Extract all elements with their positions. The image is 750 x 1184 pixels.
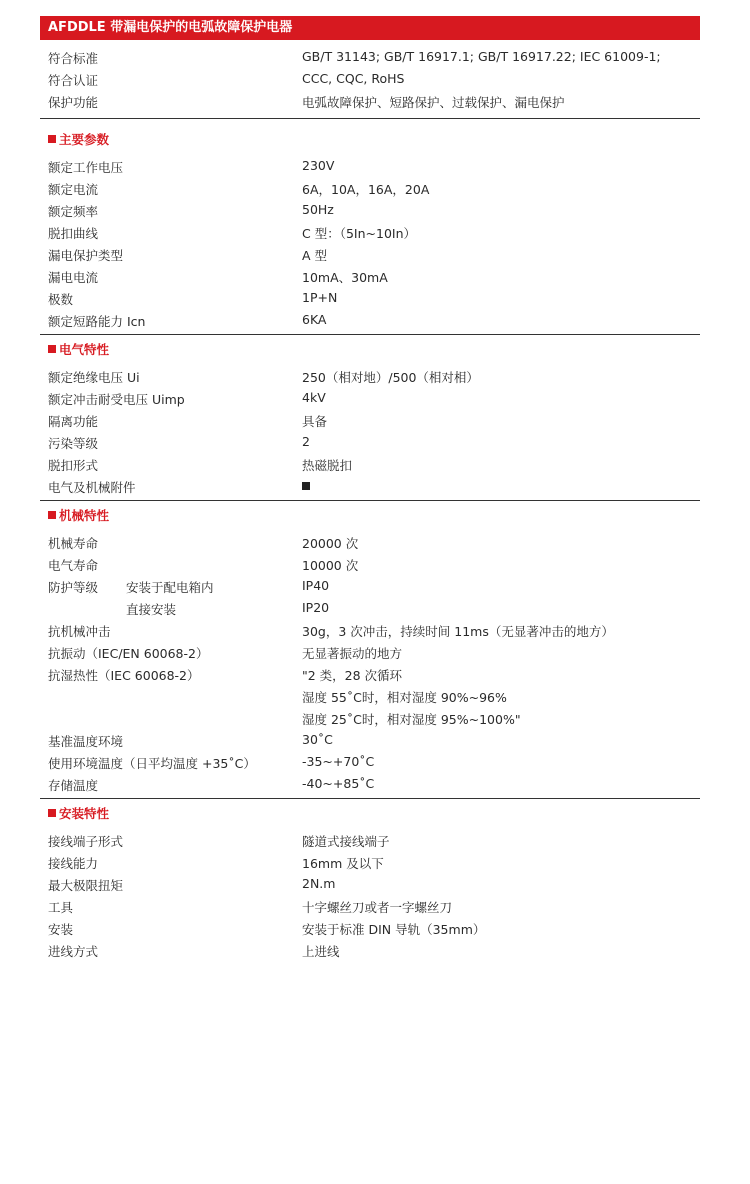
spec-value: 4kV <box>302 390 326 405</box>
section-heading <box>40 505 700 527</box>
spec-label: 隔离功能 <box>48 414 99 429</box>
spec-value: 无显著振动的地方 <box>302 646 403 661</box>
spec-row <box>40 751 700 773</box>
spec-sublabel: 直接安装 <box>126 602 177 617</box>
spec-row <box>40 177 700 199</box>
spec-label: 符合标准 <box>48 51 99 66</box>
spec-label: 抗振动（IEC/EN 60068-2） <box>48 646 209 661</box>
spec-row <box>40 46 700 68</box>
spec-row <box>40 365 700 387</box>
spec-sublabel: 安装于配电箱内 <box>126 580 214 595</box>
spec-value <box>302 478 310 493</box>
spec-label: 基准温度环境 <box>48 734 124 749</box>
spec-row <box>40 939 700 961</box>
spec-label: 进线方式 <box>48 944 99 959</box>
red-square-icon <box>48 345 56 353</box>
spec-value: GB/T 31143; GB/T 16917.1; GB/T 16917.22; IEC 61009-1; <box>302 49 661 64</box>
spec-value: 湿度 25˚C时，相对湿度 95%~100%" <box>302 712 521 727</box>
spec-value: 上进线 <box>302 944 340 959</box>
red-square-icon <box>48 809 56 817</box>
spec-value: IP40 <box>302 578 330 593</box>
spec-row <box>40 531 700 553</box>
spec-label: 额定工作电压 <box>48 160 124 175</box>
spec-row <box>40 619 700 641</box>
spec-row <box>40 773 700 795</box>
spec-row <box>40 685 700 707</box>
spec-label: 安装 <box>48 922 74 937</box>
sections-block <box>40 118 700 964</box>
section-heading-text: 安装特性 <box>59 806 110 821</box>
red-square-icon <box>48 135 56 143</box>
spec-value: 热磁脱扣 <box>302 458 353 473</box>
spec-label: 抗湿热性（IEC 60068-2） <box>48 668 200 683</box>
spec-label: 漏电电流 <box>48 270 99 285</box>
spec-label: 工具 <box>48 900 74 915</box>
spec-value: 30˚C <box>302 732 333 747</box>
spec-row <box>40 431 700 453</box>
spec-row <box>40 90 700 112</box>
spec-value: -40~+85˚C <box>302 776 375 791</box>
spec-label: 使用环境温度（日平均温度 +35˚C） <box>48 756 256 771</box>
spec-row <box>40 553 700 575</box>
spec-row <box>40 199 700 221</box>
section-heading <box>40 803 700 825</box>
spec-value: 20000 次 <box>302 536 359 551</box>
spec-row <box>40 641 700 663</box>
spec-value: 6A，10A，16A，20A <box>302 182 430 197</box>
spec-row <box>40 309 700 331</box>
spec-sheet <box>40 16 700 964</box>
section-heading <box>40 129 700 151</box>
spec-value: 50Hz <box>302 202 334 217</box>
spec-label: 污染等级 <box>48 436 99 451</box>
spec-row <box>40 387 700 409</box>
spec-label: 接线端子形式 <box>48 834 124 849</box>
spec-label: 机械寿命 <box>48 536 99 551</box>
spec-label: 额定绝缘电压 Ui <box>48 370 140 385</box>
spec-label: 防护等级 <box>48 580 99 595</box>
spec-value: 230V <box>302 158 335 173</box>
spec-value: C 型：（5In~10In） <box>302 226 417 241</box>
section-heading-text: 主要参数 <box>59 132 110 147</box>
spec-row <box>40 829 700 851</box>
product-title-bar <box>40 16 700 40</box>
spec-value: IP20 <box>302 600 330 615</box>
spec-row <box>40 453 700 475</box>
spec-row <box>40 265 700 287</box>
spec-row <box>40 873 700 895</box>
spec-row <box>40 287 700 309</box>
spec-label: 脱扣形式 <box>48 458 99 473</box>
spec-value: 电弧故障保护、短路保护、过载保护、漏电保护 <box>302 95 565 110</box>
spec-value: 湿度 55˚C时，相对湿度 90%~96% <box>302 690 507 705</box>
spec-label: 极数 <box>48 292 74 307</box>
spec-value: 10mA、30mA <box>302 270 388 285</box>
spec-label: 额定电流 <box>48 182 99 197</box>
section-heading-text: 机械特性 <box>59 508 110 523</box>
spec-label: 保护功能 <box>48 95 99 110</box>
spec-label: 电气寿命 <box>48 558 99 573</box>
spec-value: 十字螺丝刀或者一字螺丝刀 <box>302 900 453 915</box>
spec-row <box>40 895 700 917</box>
spec-row <box>40 575 700 597</box>
spec-row <box>40 663 700 685</box>
spec-row <box>40 851 700 873</box>
spec-value: A 型 <box>302 248 328 263</box>
spec-value: 隧道式接线端子 <box>302 834 390 849</box>
intro-block <box>40 46 700 112</box>
spec-value: 2 <box>302 434 310 449</box>
spec-label: 电气及机械附件 <box>48 480 136 495</box>
section-heading <box>40 339 700 361</box>
spec-row <box>40 155 700 177</box>
spec-label: 符合认证 <box>48 73 99 88</box>
spec-value: CCC, CQC, RoHS <box>302 71 405 86</box>
spec-label: 漏电保护类型 <box>48 248 124 263</box>
spec-row <box>40 221 700 243</box>
spec-label: 接线能力 <box>48 856 99 871</box>
spec-value: "2 类，28 次循环 <box>302 668 403 683</box>
spec-row <box>40 243 700 265</box>
spec-row <box>40 597 700 619</box>
spec-value: 16mm 及以下 <box>302 856 384 871</box>
spec-value: 安装于标准 DIN 导轨（35mm） <box>302 922 486 937</box>
spec-row <box>40 729 700 751</box>
spec-row <box>40 409 700 431</box>
spec-value: 具备 <box>302 414 328 429</box>
spec-label: 脱扣曲线 <box>48 226 99 241</box>
spec-value: 10000 次 <box>302 558 359 573</box>
spec-label: 最大极限扭矩 <box>48 878 124 893</box>
spec-value: 2N.m <box>302 876 336 891</box>
spec-row <box>40 68 700 90</box>
spec-value: 6KA <box>302 312 327 327</box>
spec-label: 抗机械冲击 <box>48 624 111 639</box>
spec-label: 额定频率 <box>48 204 99 219</box>
spec-row <box>40 475 700 497</box>
red-square-icon <box>48 511 56 519</box>
spec-value: 30g，3 次冲击，持续时间 11ms（无显著冲击的地方） <box>302 624 614 639</box>
spec-value: 250（相对地）/500（相对相） <box>302 370 479 385</box>
filled-square-icon <box>302 482 310 490</box>
spec-value: 1P+N <box>302 290 338 305</box>
spec-label: 存储温度 <box>48 778 99 793</box>
spec-row <box>40 707 700 729</box>
spec-label: 额定冲击耐受电压 Uimp <box>48 392 185 407</box>
spec-row <box>40 917 700 939</box>
section-heading-text: 电气特性 <box>59 342 110 357</box>
spec-label: 额定短路能力 Icn <box>48 314 146 329</box>
spec-value: -35~+70˚C <box>302 754 375 769</box>
product-title: AFDDLE 带漏电保护的电弧故障保护电器 <box>48 20 293 35</box>
